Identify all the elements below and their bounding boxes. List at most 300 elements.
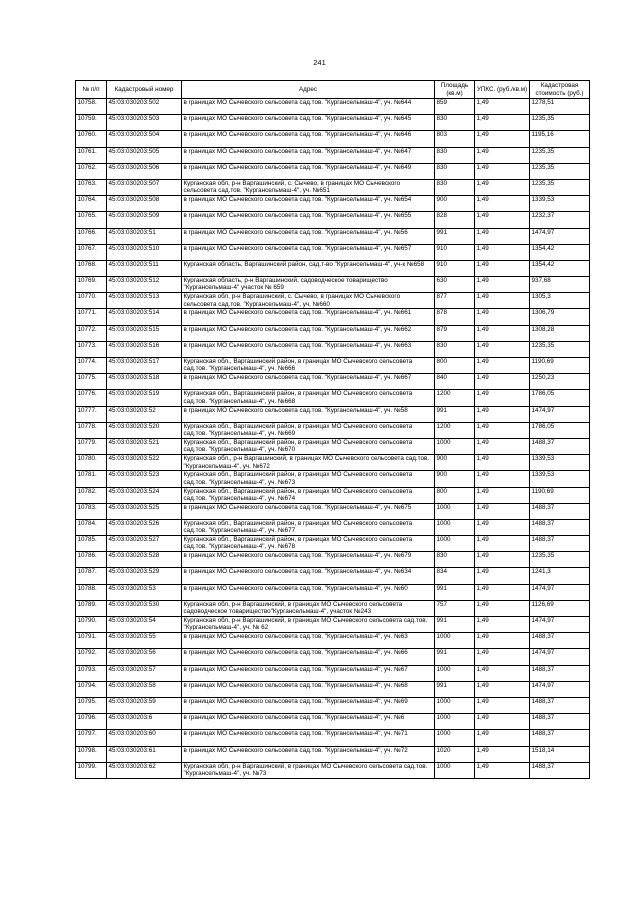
cadastral-value-cell: 1488,37 — [530, 633, 590, 649]
area-cell: 991 — [435, 617, 475, 633]
row-number-cell: 10783. — [76, 503, 107, 519]
cadastral-value-cell: 1195,16 — [530, 131, 590, 147]
area-cell: 757 — [435, 600, 475, 616]
table-row — [76, 665, 590, 681]
upks-cell: 1,49 — [475, 196, 530, 212]
row-number-cell: 10792. — [76, 649, 107, 665]
row-number-cell: 10785. — [76, 536, 107, 552]
upks-cell: 1,49 — [475, 746, 530, 762]
cadastral-value-cell: 1474,97 — [530, 228, 590, 244]
upks-cell: 1,49 — [475, 568, 530, 584]
area-cell: 803 — [435, 131, 475, 147]
address-cell: в границах МО Сычевского сельсовета сад.тов. "Кургансельмаш-4", уч. №645 — [182, 115, 435, 131]
cadastral-number-cell: 45:03:030203:502 — [107, 99, 182, 115]
table-row — [76, 212, 590, 228]
row-number-cell: 10781. — [76, 471, 107, 487]
cadastral-number-cell: 45:03:030203:517 — [107, 358, 182, 374]
cadastral-table — [75, 80, 590, 779]
table-row — [76, 633, 590, 649]
area-cell: 630 — [435, 277, 475, 293]
address-cell: в границах МО Сычевского сельсовета сад.тов. "Кургансельмаш-4", уч. №646 — [182, 131, 435, 147]
area-cell: 840 — [435, 374, 475, 390]
area-cell: 800 — [435, 487, 475, 503]
area-cell: 1000 — [435, 762, 475, 778]
table-row — [76, 309, 590, 325]
upks-cell: 1,49 — [475, 438, 530, 454]
cadastral-number-cell: 45:03:030203:55 — [107, 633, 182, 649]
row-number-cell: 10797. — [76, 730, 107, 746]
address-cell: в границах МО Сычевского сельсовета сад.тов. "Кургансельмаш-4", уч. №675 — [182, 503, 435, 519]
header-num: № п/п — [76, 81, 107, 99]
address-cell: в границах МО Сычевского сельсовета сад.тов. "Кургансельмаш-4", уч. №662 — [182, 325, 435, 341]
address-cell: Курганская обл., Варгашинский район, в границах МО Сычевского сельсовета сад.тов. "Кургансельмаш-4", уч. №678 — [182, 536, 435, 552]
table-row — [76, 196, 590, 212]
table-row — [76, 244, 590, 260]
address-cell: в границах МО Сычевского сельсовета сад.тов. "Кургансельмаш-4", уч. №655 — [182, 212, 435, 228]
address-cell: Курганская обл., Варгашинский район, в границах МО Сычевского сельсовета сад.тов. "Кургансельмаш-4", уч. №673 — [182, 471, 435, 487]
area-cell: 828 — [435, 212, 475, 228]
cadastral-number-cell: 45:03:030203:513 — [107, 293, 182, 309]
area-cell: 1000 — [435, 665, 475, 681]
cadastral-value-cell: 1235,35 — [530, 163, 590, 179]
upks-cell: 1,49 — [475, 536, 530, 552]
cadastral-value-cell: 1518,14 — [530, 746, 590, 762]
table-row — [76, 438, 590, 454]
cadastral-number-cell: 45:03:030203:59 — [107, 697, 182, 713]
area-cell: 991 — [435, 406, 475, 422]
row-number-cell: 10789. — [76, 600, 107, 616]
table-row — [76, 422, 590, 438]
cadastral-value-cell: 1488,37 — [530, 665, 590, 681]
cadastral-value-cell: 1235,35 — [530, 115, 590, 131]
row-number-cell: 10782. — [76, 487, 107, 503]
cadastral-number-cell: 45:03:030203:52 — [107, 406, 182, 422]
area-cell: 878 — [435, 309, 475, 325]
row-number-cell: 10787. — [76, 568, 107, 584]
table-row — [76, 503, 590, 519]
cadastral-value-cell: 1354,42 — [530, 244, 590, 260]
header-cadastral: Кадастровый номер — [107, 81, 182, 99]
row-number-cell: 10794. — [76, 681, 107, 697]
area-cell: 991 — [435, 681, 475, 697]
address-cell: в границах МО Сычевского сельсовета сад.тов. "Кургансельмаш-4", уч. №56 — [182, 228, 435, 244]
table-row — [76, 228, 590, 244]
cadastral-value-cell: 1306,79 — [530, 309, 590, 325]
area-cell: 1000 — [435, 730, 475, 746]
cadastral-value-cell: 1474,97 — [530, 406, 590, 422]
address-cell: Курганская обл, р-н Варгашинский, в границах МО Сычевского сельсовета садоводческое товарищество"Кургансельмаш-4", участок №243 — [182, 600, 435, 616]
row-number-cell: 10780. — [76, 455, 107, 471]
table-body — [76, 99, 590, 779]
upks-cell: 1,49 — [475, 600, 530, 616]
area-cell: 900 — [435, 455, 475, 471]
cadastral-number-cell: 45:03:030203:519 — [107, 390, 182, 406]
table-row — [76, 584, 590, 600]
table-row — [76, 341, 590, 357]
cadastral-number-cell: 45:03:030203:53 — [107, 584, 182, 600]
cadastral-value-cell: 1488,37 — [530, 730, 590, 746]
area-cell: 830 — [435, 179, 475, 195]
table-row — [76, 649, 590, 665]
cadastral-value-cell: 1339,53 — [530, 196, 590, 212]
table-row — [76, 163, 590, 179]
cadastral-value-cell: 1474,97 — [530, 617, 590, 633]
cadastral-number-cell: 45:03:030203:60 — [107, 730, 182, 746]
upks-cell: 1,49 — [475, 309, 530, 325]
area-cell: 1000 — [435, 697, 475, 713]
address-cell: в границах МО Сычевского сельсовета сад.тов. "Кургансельмаш-4", уч. №667 — [182, 374, 435, 390]
cadastral-value-cell: 1278,51 — [530, 99, 590, 115]
address-cell: в границах МО Сычевского сельсовета сад.тов. "Кургансельмаш-4", уч. №68 — [182, 681, 435, 697]
address-cell: в границах МО Сычевского сельсовета сад.тов. "Кургансельмаш-4", уч. №679 — [182, 552, 435, 568]
upks-cell: 1,49 — [475, 422, 530, 438]
upks-cell: 1,49 — [475, 374, 530, 390]
upks-cell: 1,49 — [475, 471, 530, 487]
address-cell: Курганская обл, р-н Варгашинский, в границах МО Сычевского сельсовета сад.тов. "Кургансельмаш-4", уч. №73 — [182, 762, 435, 778]
cadastral-number-cell: 45:03:030203:515 — [107, 325, 182, 341]
upks-cell: 1,49 — [475, 487, 530, 503]
table-row — [76, 455, 590, 471]
address-cell: в границах МО Сычевского сельсовета сад.тов. "Кургансельмаш-4", уч. №66 — [182, 649, 435, 665]
cadastral-number-cell: 45:03:030203:530 — [107, 600, 182, 616]
table-row — [76, 730, 590, 746]
area-cell: 800 — [435, 358, 475, 374]
cadastral-number-cell: 45:03:030203:505 — [107, 147, 182, 163]
upks-cell: 1,49 — [475, 293, 530, 309]
row-number-cell: 10795. — [76, 697, 107, 713]
address-cell: Курганская обл., Варгашинский район, в границах МО Сычевского сельсовета сад.тов. "Кургансельмаш-4", уч. №670 — [182, 438, 435, 454]
cadastral-number-cell: 45:03:030203:511 — [107, 260, 182, 276]
cadastral-value-cell: 1339,53 — [530, 455, 590, 471]
address-cell: в границах МО Сычевского сельсовета сад.тов. "Кургансельмаш-4", уч. №634 — [182, 568, 435, 584]
cadastral-value-cell: 1308,28 — [530, 325, 590, 341]
row-number-cell: 10775. — [76, 374, 107, 390]
address-cell: Курганская обл, р-н Варгашинский, в границах МО Сычевского сельсовета сад.тов. "Кургансельмаш-4", уч. № 62 — [182, 617, 435, 633]
table-row — [76, 762, 590, 778]
cadastral-number-cell: 45:03:030203:58 — [107, 681, 182, 697]
cadastral-number-cell: 45:03:030203:520 — [107, 422, 182, 438]
cadastral-number-cell: 45:03:030203:512 — [107, 277, 182, 293]
cadastral-value-cell: 1235,35 — [530, 179, 590, 195]
area-cell: 1200 — [435, 390, 475, 406]
address-cell: Курганская область, Варгашинский район, сад.т-во "Кургансельмаш-4", уч-к №658 — [182, 260, 435, 276]
table-row — [76, 358, 590, 374]
cadastral-value-cell: 1488,37 — [530, 438, 590, 454]
upks-cell: 1,49 — [475, 212, 530, 228]
table-row — [76, 260, 590, 276]
cadastral-number-cell: 45:03:030203:523 — [107, 471, 182, 487]
row-number-cell: 10793. — [76, 665, 107, 681]
address-cell: Курганская обл., Варгашинский район, в границах МО Сычевского сельсовета сад.тов. "Кургансельмаш-4", уч. №674 — [182, 487, 435, 503]
address-cell: в границах МО Сычевского сельсовета сад.тов. "Кургансельмаш-4", уч. №644 — [182, 99, 435, 115]
row-number-cell: 10768. — [76, 260, 107, 276]
cadastral-number-cell: 45:03:030203:510 — [107, 244, 182, 260]
area-cell: 991 — [435, 228, 475, 244]
cadastral-number-cell: 45:03:030203:51 — [107, 228, 182, 244]
row-number-cell: 10772. — [76, 325, 107, 341]
area-cell: 1000 — [435, 633, 475, 649]
cadastral-value-cell: 1786,05 — [530, 422, 590, 438]
row-number-cell: 10765. — [76, 212, 107, 228]
table-row — [76, 293, 590, 309]
table-row — [76, 99, 590, 115]
table-row — [76, 325, 590, 341]
table-row — [76, 277, 590, 293]
upks-cell: 1,49 — [475, 131, 530, 147]
cadastral-number-cell: 45:03:030203:503 — [107, 115, 182, 131]
address-cell: в границах МО Сычевского сельсовета сад.тов. "Кургансельмаш-4", уч. №69 — [182, 697, 435, 713]
cadastral-number-cell: 45:03:030203:506 — [107, 163, 182, 179]
area-cell: 877 — [435, 293, 475, 309]
cadastral-value-cell: 1235,35 — [530, 147, 590, 163]
row-number-cell: 10799. — [76, 762, 107, 778]
address-cell: в границах МО Сычевского сельсовета сад.тов. "Кургансельмаш-4", уч. №663 — [182, 341, 435, 357]
table-row — [76, 600, 590, 616]
row-number-cell: 10771. — [76, 309, 107, 325]
table-row — [76, 147, 590, 163]
row-number-cell: 10769. — [76, 277, 107, 293]
row-number-cell: 10786. — [76, 552, 107, 568]
area-cell: 830 — [435, 147, 475, 163]
upks-cell: 1,49 — [475, 503, 530, 519]
cadastral-value-cell: 1488,37 — [530, 519, 590, 535]
row-number-cell: 10788. — [76, 584, 107, 600]
cadastral-value-cell: 937,68 — [530, 277, 590, 293]
area-cell: 991 — [435, 584, 475, 600]
upks-cell: 1,49 — [475, 179, 530, 195]
cadastral-number-cell: 45:03:030203:527 — [107, 536, 182, 552]
cadastral-value-cell: 1488,37 — [530, 697, 590, 713]
row-number-cell: 10796. — [76, 714, 107, 730]
table-header-row — [76, 81, 590, 99]
upks-cell: 1,49 — [475, 341, 530, 357]
cadastral-number-cell: 45:03:030203:526 — [107, 519, 182, 535]
cadastral-value-cell: 1474,97 — [530, 649, 590, 665]
area-cell: 830 — [435, 552, 475, 568]
upks-cell: 1,49 — [475, 277, 530, 293]
area-cell: 1000 — [435, 519, 475, 535]
upks-cell: 1,49 — [475, 681, 530, 697]
address-cell: в границах МО Сычевского сельсовета сад.тов. "Кургансельмаш-4", уч. №63 — [182, 633, 435, 649]
cadastral-value-cell: 1488,37 — [530, 714, 590, 730]
row-number-cell: 10779. — [76, 438, 107, 454]
upks-cell: 1,49 — [475, 665, 530, 681]
area-cell: 910 — [435, 244, 475, 260]
area-cell: 859 — [435, 99, 475, 115]
cadastral-number-cell: 45:03:030203:508 — [107, 196, 182, 212]
row-number-cell: 10784. — [76, 519, 107, 535]
upks-cell: 1,49 — [475, 649, 530, 665]
table-row — [76, 406, 590, 422]
address-cell: в границах МО Сычевского сельсовета сад.тов. "Кургансельмаш-4", уч. №657 — [182, 244, 435, 260]
area-cell: 830 — [435, 341, 475, 357]
table-row — [76, 536, 590, 552]
area-cell: 900 — [435, 471, 475, 487]
table-row — [76, 115, 590, 131]
cadastral-value-cell: 1241,3 — [530, 568, 590, 584]
area-cell: 1020 — [435, 746, 475, 762]
table-row — [76, 617, 590, 633]
table-row — [76, 390, 590, 406]
cadastral-value-cell: 1250,23 — [530, 374, 590, 390]
row-number-cell: 10777. — [76, 406, 107, 422]
table-row — [76, 697, 590, 713]
upks-cell: 1,49 — [475, 244, 530, 260]
address-cell: в границах МО Сычевского сельсовета сад.тов. "Кургансельмаш-4", уч. №6 — [182, 714, 435, 730]
address-cell: Курганская обл., р-н Варгашинский, в границах МО Сычевского сельсовета сад.тов. "Кургансельмаш-4", уч. №672 — [182, 455, 435, 471]
row-number-cell: 10770. — [76, 293, 107, 309]
address-cell: в границах МО Сычевского сельсовета сад.тов. "Кургансельмаш-4", уч. №72 — [182, 746, 435, 762]
header-value: Кадастровая стоимость (руб.) — [530, 81, 590, 99]
cadastral-value-cell: 1235,35 — [530, 341, 590, 357]
cadastral-number-cell: 45:03:030203:61 — [107, 746, 182, 762]
row-number-cell: 10776. — [76, 390, 107, 406]
address-cell: в границах МО Сычевского сельсовета сад.тов. "Кургансельмаш-4", уч. №58 — [182, 406, 435, 422]
area-cell: 1000 — [435, 536, 475, 552]
upks-cell: 1,49 — [475, 147, 530, 163]
upks-cell: 1,49 — [475, 633, 530, 649]
row-number-cell: 10764. — [76, 196, 107, 212]
upks-cell: 1,49 — [475, 358, 530, 374]
table-row — [76, 552, 590, 568]
area-cell: 991 — [435, 649, 475, 665]
table-row — [76, 131, 590, 147]
upks-cell: 1,49 — [475, 99, 530, 115]
table-row — [76, 487, 590, 503]
cadastral-value-cell: 1126,69 — [530, 600, 590, 616]
cadastral-value-cell: 1232,37 — [530, 212, 590, 228]
cadastral-number-cell: 45:03:030203:6 — [107, 714, 182, 730]
upks-cell: 1,49 — [475, 617, 530, 633]
row-number-cell: 10778. — [76, 422, 107, 438]
cadastral-value-cell: 1354,42 — [530, 260, 590, 276]
row-number-cell: 10774. — [76, 358, 107, 374]
upks-cell: 1,49 — [475, 519, 530, 535]
address-cell: Курганская обл., Варгашинский район, в границах МО Сычевского сельсовета сад.тов. "Кургансельмаш-4", уч. №666 — [182, 358, 435, 374]
header-address: Адрес — [182, 81, 435, 99]
row-number-cell: 10773. — [76, 341, 107, 357]
page-number: 241 — [313, 58, 326, 67]
table-row — [76, 746, 590, 762]
cadastral-number-cell: 45:03:030203:54 — [107, 617, 182, 633]
table-row — [76, 681, 590, 697]
upks-cell: 1,49 — [475, 455, 530, 471]
cadastral-value-cell: 1488,37 — [530, 503, 590, 519]
area-cell: 879 — [435, 325, 475, 341]
cadastral-value-cell: 1474,97 — [530, 584, 590, 600]
area-cell: 830 — [435, 163, 475, 179]
table-row — [76, 714, 590, 730]
area-cell: 910 — [435, 260, 475, 276]
upks-cell: 1,49 — [475, 390, 530, 406]
upks-cell: 1,49 — [475, 552, 530, 568]
cadastral-value-cell: 1190,69 — [530, 487, 590, 503]
row-number-cell: 10798. — [76, 746, 107, 762]
upks-cell: 1,49 — [475, 228, 530, 244]
address-cell: Курганская область, р-н Варгашинский, садоводческое товарищество "Кургансельмаш-4" участок № 659 — [182, 277, 435, 293]
row-number-cell: 10766. — [76, 228, 107, 244]
cadastral-number-cell: 45:03:030203:56 — [107, 649, 182, 665]
row-number-cell: 10760. — [76, 131, 107, 147]
table-row — [76, 179, 590, 195]
cadastral-value-cell: 1488,37 — [530, 536, 590, 552]
cadastral-number-cell: 45:03:030203:57 — [107, 665, 182, 681]
cadastral-number-cell: 45:03:030203:528 — [107, 552, 182, 568]
address-cell: в границах МО Сычевского сельсовета сад.тов. "Кургансельмаш-4", уч. №60 — [182, 584, 435, 600]
address-cell: Курганская обл., Варгашинский район, в границах МО Сычевского сельсовета сад.тов. "Кургансельмаш-4", уч. №677 — [182, 519, 435, 535]
cadastral-number-cell: 45:03:030203:62 — [107, 762, 182, 778]
cadastral-number-cell: 45:03:030203:529 — [107, 568, 182, 584]
upks-cell: 1,49 — [475, 697, 530, 713]
address-cell: в границах МО Сычевского сельсовета сад.тов. "Кургансельмаш-4", уч. №654 — [182, 196, 435, 212]
row-number-cell: 10761. — [76, 147, 107, 163]
upks-cell: 1,49 — [475, 762, 530, 778]
address-cell: Курганская обл., Варгашинский район, в границах МО Сычевского сельсовета сад.тов. "Кургансельмаш-4", уч. №669 — [182, 422, 435, 438]
area-cell: 900 — [435, 196, 475, 212]
address-cell: в границах МО Сычевского сельсовета сад.тов. "Кургансельмаш-4", уч. №661 — [182, 309, 435, 325]
area-cell: 1000 — [435, 714, 475, 730]
cadastral-number-cell: 45:03:030203:518 — [107, 374, 182, 390]
cadastral-number-cell: 45:03:030203:524 — [107, 487, 182, 503]
header-area: Площадь (кв.м) — [435, 81, 475, 99]
upks-cell: 1,49 — [475, 325, 530, 341]
address-cell: Курганская обл, р-н Варгашинский, с. Сычево, в границах МО Сычевского сельсовета сад.тов. "Кургансельмаш-4", уч. №651 — [182, 179, 435, 195]
address-cell: в границах МО Сычевского сельсовета сад.тов. "Кургансельмаш-4", уч. №647 — [182, 147, 435, 163]
row-number-cell: 10767. — [76, 244, 107, 260]
cadastral-number-cell: 45:03:030203:509 — [107, 212, 182, 228]
address-cell: в границах МО Сычевского сельсовета сад.тов. "Кургансельмаш-4", уч. №71 — [182, 730, 435, 746]
area-cell: 830 — [435, 115, 475, 131]
header-upks: УПКС. (руб./кв.м) — [475, 81, 530, 99]
cadastral-value-cell: 1235,35 — [530, 552, 590, 568]
row-number-cell: 10763. — [76, 179, 107, 195]
row-number-cell: 10790. — [76, 617, 107, 633]
table-row — [76, 519, 590, 535]
upks-cell: 1,49 — [475, 714, 530, 730]
cadastral-value-cell: 1305,3 — [530, 293, 590, 309]
address-cell: в границах МО Сычевского сельсовета сад.тов. "Кургансельмаш-4", уч. №649 — [182, 163, 435, 179]
address-cell: в границах МО Сычевского сельсовета сад.тов. "Кургансельмаш-4", уч. №67 — [182, 665, 435, 681]
row-number-cell: 10759. — [76, 115, 107, 131]
cadastral-number-cell: 45:03:030203:507 — [107, 179, 182, 195]
cadastral-number-cell: 45:03:030203:516 — [107, 341, 182, 357]
area-cell: 1200 — [435, 422, 475, 438]
cadastral-number-cell: 45:03:030203:521 — [107, 438, 182, 454]
cadastral-value-cell: 1488,37 — [530, 762, 590, 778]
table-row — [76, 374, 590, 390]
cadastral-number-cell: 45:03:030203:514 — [107, 309, 182, 325]
cadastral-number-cell: 45:03:030203:525 — [107, 503, 182, 519]
upks-cell: 1,49 — [475, 260, 530, 276]
upks-cell: 1,49 — [475, 406, 530, 422]
upks-cell: 1,49 — [475, 163, 530, 179]
cadastral-number-cell: 45:03:030203:504 — [107, 131, 182, 147]
cadastral-value-cell: 1474,97 — [530, 681, 590, 697]
row-number-cell: 10791. — [76, 633, 107, 649]
cadastral-value-cell: 1339,53 — [530, 471, 590, 487]
row-number-cell: 10758. — [76, 99, 107, 115]
table-row — [76, 471, 590, 487]
upks-cell: 1,49 — [475, 730, 530, 746]
cadastral-number-cell: 45:03:030203:522 — [107, 455, 182, 471]
area-cell: 1000 — [435, 438, 475, 454]
row-number-cell: 10762. — [76, 163, 107, 179]
table-row — [76, 568, 590, 584]
area-cell: 834 — [435, 568, 475, 584]
address-cell: Курганская обл, р-н Варгашинский, с. Сычево, в границах МО Сычевского сельсовета сад.тов. "Кургансельмаш-4", уч. №660 — [182, 293, 435, 309]
cadastral-value-cell: 1190,69 — [530, 358, 590, 374]
cadastral-value-cell: 1786,05 — [530, 390, 590, 406]
